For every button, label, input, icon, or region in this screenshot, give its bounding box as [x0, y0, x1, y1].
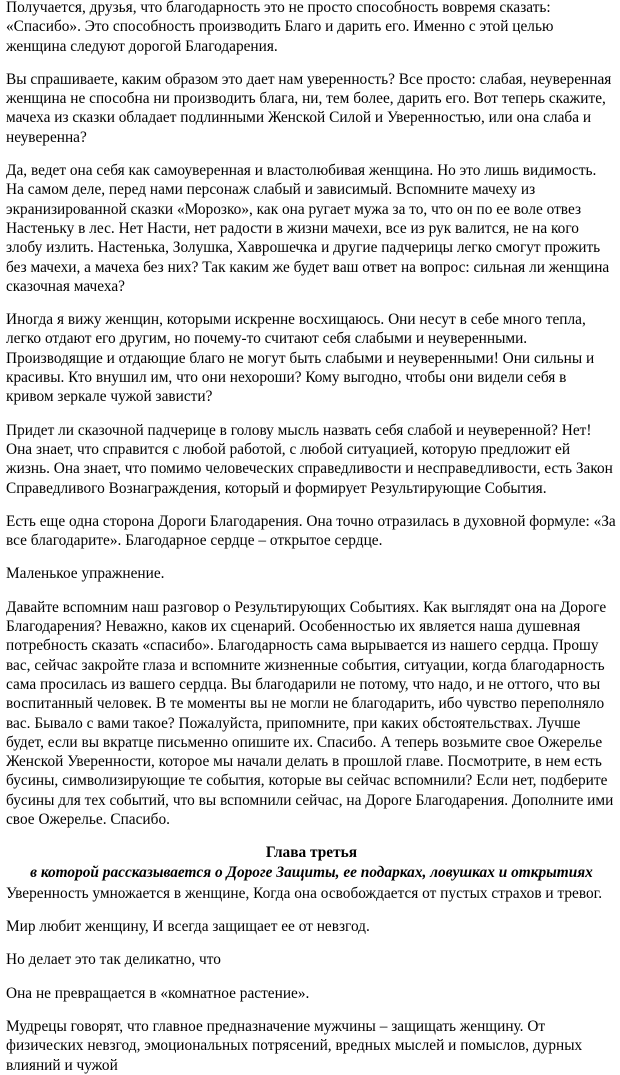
- paragraph-4: Иногда я вижу женщин, которыми искренне восхищаюсь. Они несут в себе много тепла, легко отдают его другим, но почему-то считают себя слабыми и неуверенными. Производящие и отдающие благо не могут быть слабыми и неуверенными! Они сильны и красивы. Кто внушил им, что они нехороши? Кому выгодно, чтобы они видели себя в кривом зеркале чужой зависти?: [6, 311, 595, 406]
- paragraph-2: Вы спрашиваете, каким образом это дает нам уверенность? Все просто: слабая, неуверенная женщина не способна ни производить блага, ни, тем более, дарить его. Вот теперь скажите, мачеха из сказки обладает подлинными Женской Силой и Уверенностью, или она слаба и неуверенна?: [6, 70, 612, 146]
- paragraph-11: Но делает это так деликатно, что: [6, 951, 221, 969]
- chapter-subtitle: в которой рассказывается о Дороге Защиты, ее подарках, ловушках и открытиях: [30, 863, 593, 881]
- paragraph-10: Мир любит женщину, И всегда защищает ее от невзгод.: [6, 918, 370, 936]
- chapter-title: Глава третья: [265, 844, 358, 862]
- paragraph-6: Есть еще одна сторона Дороги Благодарения. Она точно отразилась в духовной формуле: «За все благодарите». Благодарное сердце – открытое сердце.: [6, 512, 616, 550]
- paragraph-12: Она не превращается в «комнатное растение».: [6, 984, 310, 1002]
- paragraph-5: Придет ли сказочной падчерице в голову мысль назвать себя слабой и неуверенной? Нет! Она знает, что справится с любой работой, с любой ситуацией, которую предложит ей жизнь. Она знает, что помимо человеческих справедливости и несправедливости, есть Закон Справедливого Вознаграждения, который и формирует Результирующие События.: [6, 421, 613, 497]
- paragraph-1: Получается, друзья, что благодарность это не просто способность вовремя сказать: «Спасибо». Это способность производить Благо и дарить его. Именно с этой целью женщина следуют дорогой Благодарения.: [6, 0, 554, 55]
- paragraph-13: Мудрецы говорят, что главное предназначение мужчины – защищать женщину. От физических невзгод, эмоциональных потрясений, вредных мыслей и помыслов, дурных влияний и чужой: [6, 1018, 583, 1074]
- paragraph-9: Уверенность умножается в женщине, Когда она освобождается от пустых страхов и тревог.: [6, 884, 603, 902]
- paragraph-3: Да, ведет она себя как самоуверенная и властолюбивая женщина. Но это лишь видимость. На самом деле, перед нами персонаж слабый и зависимый. Вспомните мачеху из экранизированной сказки «Морозко», как она ругает мужа за то, что он по ее воле отвез Настеньку в лес. Нет Насти, нет радости в жизни мачехи, все из рук валится, не на кого злобу излить. Настенька, Золушка, Хаврошечка и другие падчерицы легко смогут прожить без мачехи, а мачеха без них? Так каким же будет ваш ответ на вопрос: сильная ли женщина сказочная мачеха?: [6, 162, 610, 295]
- paragraph-7: Маленькое упражнение.: [6, 565, 165, 583]
- paragraph-8: Давайте вспомним наш разговор о Результирующих Событиях. Как выглядят она на Дороге Благодарения? Неважно, каков их сценарий. Особенностью их является наша душевная потребность сказать «спасибо». Благодарность сама вырывается из нашего сердца. Прошу вас, сейчас закройте глаза и вспомните жизненные события, ситуации, когда благодарность сама просилась из вашего сердца. Вы благодарили не потому, что надо, и не оттого, что вы воспитанный человек. В те моменты вы не могли не благодарить, ибо чувство переполняло вас. Бывало с вами такое? Пожалуйста, припомните, при каких обстоятельствах. Лучше будет, если вы вкратце письменно опишите их. Спасибо. А теперь возьмите свое Ожерелье Женской Уверенности, которое мы начали делать в прошлой главе. Посмотрите, в нем есть бусины, символизирующие те события, которые вы сейчас вспомнили? Если нет, подберите бусины для тех событий, что вы вспомнили сейчас, на Дороге Благодарения. Дополните ими свое Ожерелье. Спасибо.: [6, 598, 614, 828]
